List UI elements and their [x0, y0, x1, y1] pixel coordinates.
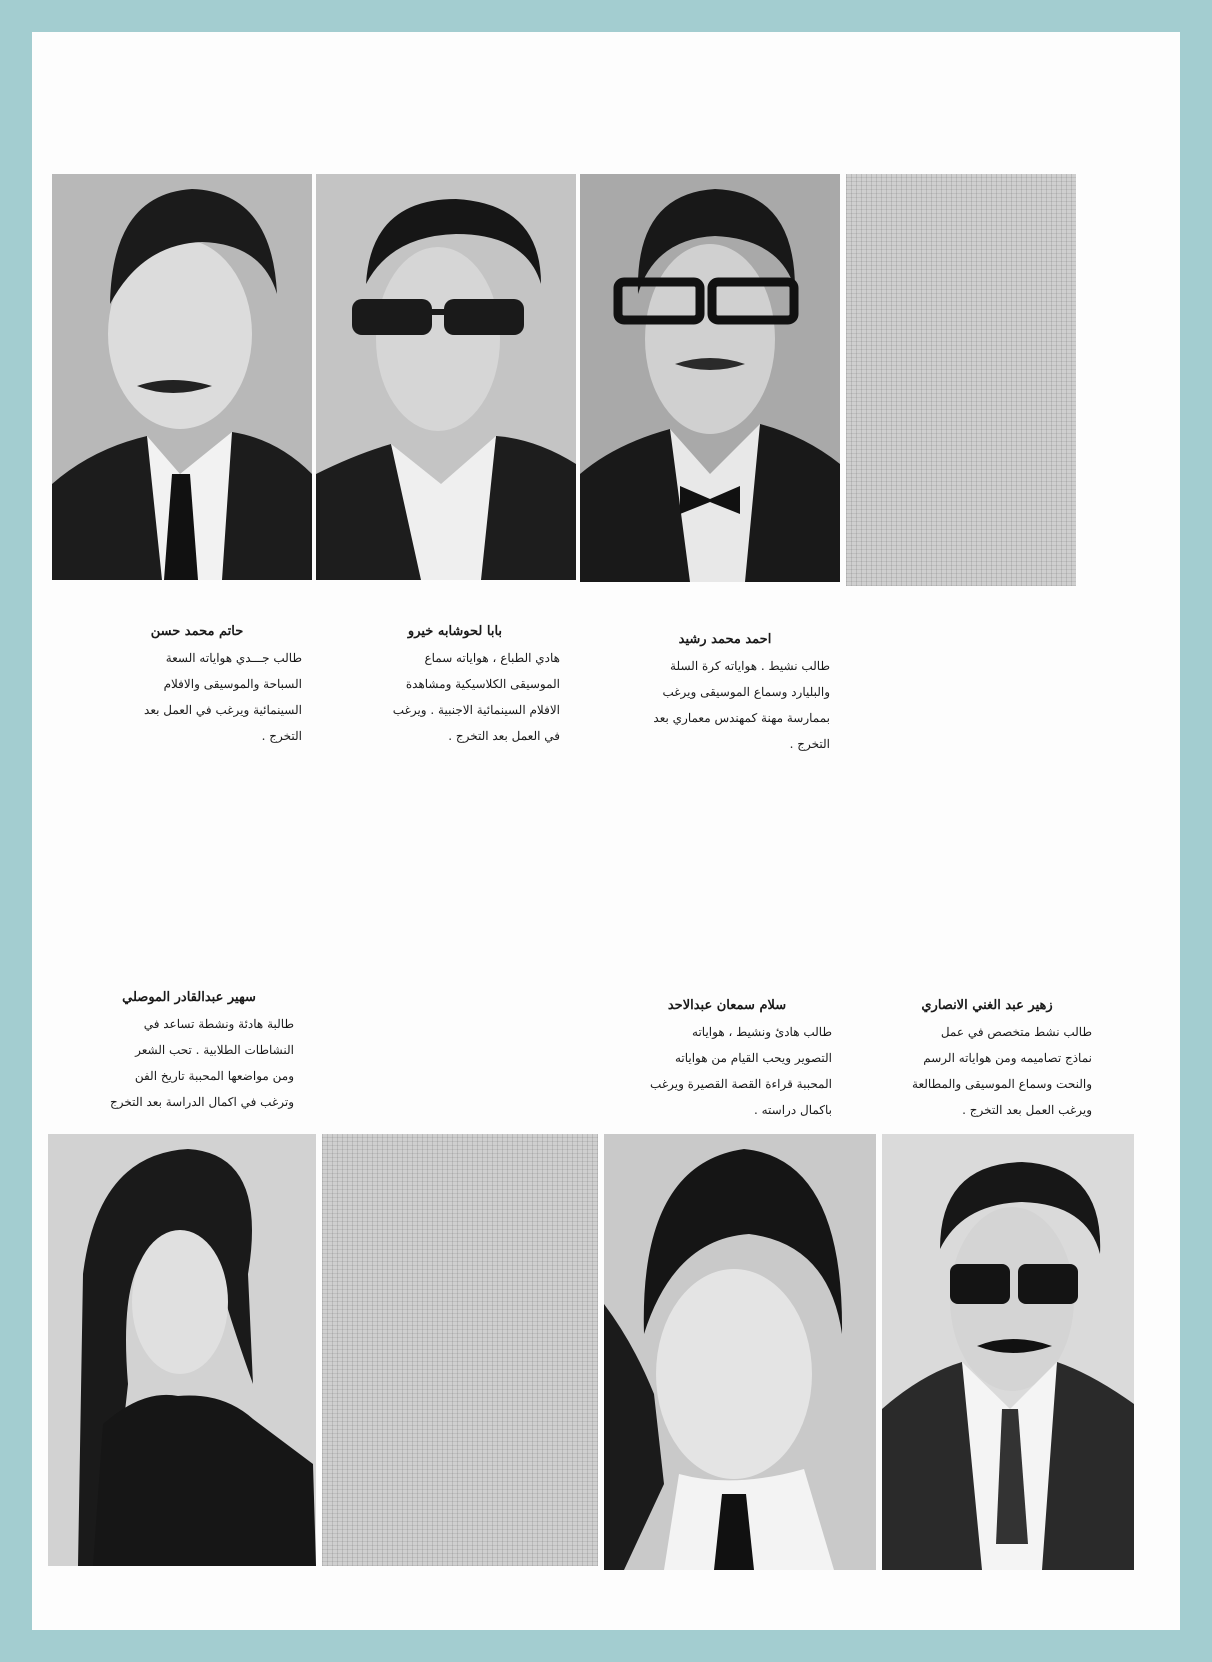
bio-line: المحببة قراءة القصة القصيرة ويرغب [650, 1077, 832, 1091]
student-name: سلام سمعان عبدالاحد [667, 998, 787, 1013]
bio-line: بممارسة مهنة كمهندس معماري بعد [653, 711, 830, 725]
bio-line: والنحت وسماع الموسيقى والمطالعة [912, 1077, 1092, 1091]
student-bio [622, 1019, 832, 1123]
portrait-photo-ahmed [580, 174, 840, 582]
bio-line: طالب نشيط . هواياته كرة السلة [670, 659, 830, 673]
portrait-photo-suhair [48, 1134, 316, 1566]
student-bio [350, 645, 560, 749]
bio-line: الموسيقى الكلاسيكية ومشاهدة [405, 677, 560, 691]
bio-line: نماذج تصاميمه ومن هواياته الرسم [923, 1051, 1092, 1065]
student-name: بابا لحوشابه خيرو [407, 624, 503, 639]
bio-line: الافلام السينمائية الاجنبية . ويرغب [392, 703, 560, 717]
bio-line: طالب هادئ ونشيط ، هواياته [692, 1025, 832, 1039]
portrait-photo-salam [604, 1134, 876, 1570]
bio-line: طالبة هادئة ونشطة تساعد في [143, 1017, 294, 1031]
bio-line: التصوير ويحب القيام من هواياته [674, 1051, 832, 1065]
portrait-photo-hatem [52, 174, 312, 580]
bio-line: هادي الطباع ، هواياته سماع [424, 651, 560, 665]
blank-photo-slot [846, 174, 1076, 586]
student-name: احمد محمد رشيد [678, 632, 772, 647]
bio-line: طالب جـــدي هواياته السعة [165, 651, 302, 665]
caption-zuhair [882, 998, 1092, 1123]
portrait-photo-zuhair [882, 1134, 1134, 1570]
caption-suhair [84, 990, 294, 1115]
student-bio [92, 645, 302, 749]
bio-line: ومن مواضعها المحببة تاريخ الفن [134, 1069, 294, 1083]
bio-line: طالب نشط متخصص في عمل [940, 1025, 1092, 1039]
student-name: حاتم محمد حسن [150, 624, 244, 639]
caption-salam [622, 998, 832, 1123]
student-bio [620, 653, 830, 757]
bio-line: التخرج . [789, 737, 830, 751]
blank-photo-slot [322, 1134, 598, 1566]
student-name: زهير عبد الغني الانصاري [921, 998, 1053, 1013]
caption-baba [350, 624, 560, 749]
bio-line: ويرغب العمل بعد التخرج . [962, 1103, 1092, 1117]
bio-line: التخرج . [261, 729, 302, 743]
yearbook-page [32, 32, 1180, 1630]
caption-hatem [92, 624, 302, 749]
bio-line: السباحة والموسيقى والافلام [163, 677, 302, 691]
bio-line: النشاطات الطلابية . تحب الشعر [135, 1043, 294, 1057]
student-bio [84, 1011, 294, 1115]
portrait-photo-baba [316, 174, 576, 580]
bio-line: باكمال دراسته . [753, 1103, 832, 1117]
bio-line: السينمائية ويرغب في العمل بعد [144, 703, 302, 717]
caption-ahmed [620, 632, 830, 757]
bio-line: في العمل بعد التخرج . [448, 729, 560, 743]
student-name: سهير عبدالقادر الموصلي [122, 990, 256, 1005]
bio-line: وترغب في اكمال الدراسة بعد التخرج [109, 1095, 294, 1109]
student-bio [882, 1019, 1092, 1123]
bio-line: والبليارد وسماع الموسيقى ويرغب [662, 685, 830, 699]
